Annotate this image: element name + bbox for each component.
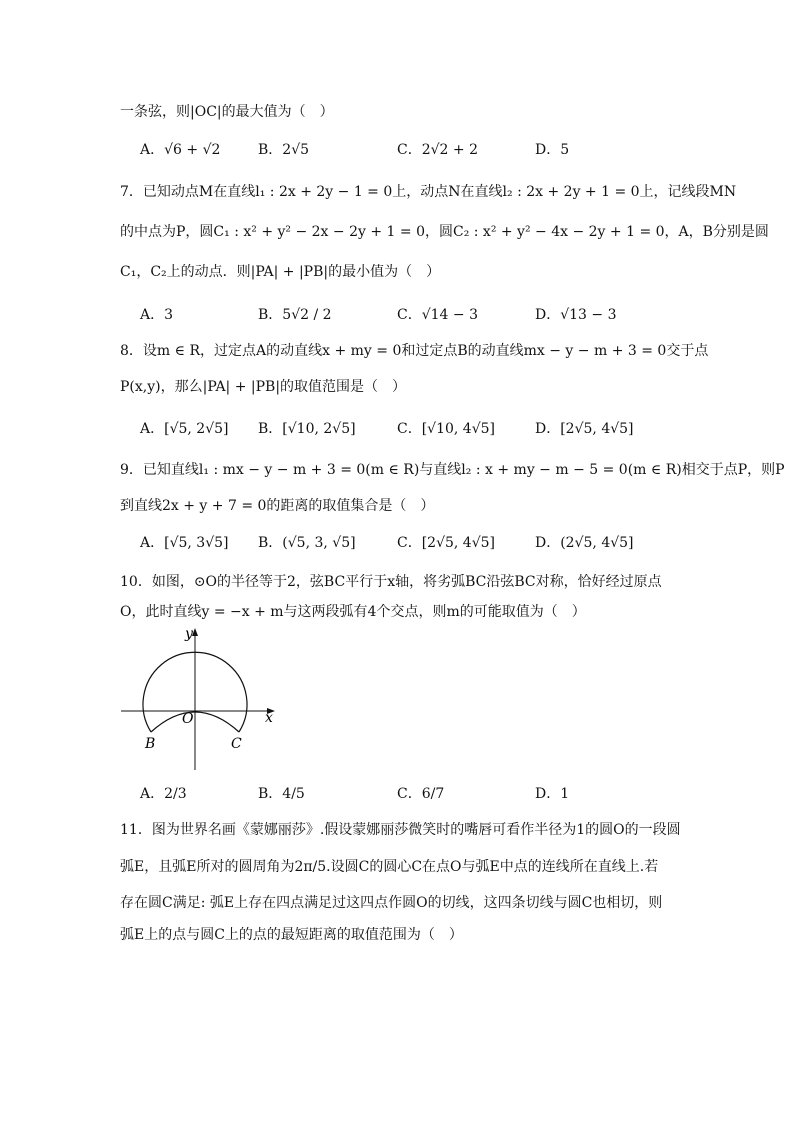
q6-option-d: D．5: [535, 142, 570, 158]
q6-options: [140, 140, 700, 164]
q10-option-a: A．2/3: [140, 786, 187, 802]
q8-option-b: B．[√10, 2√5]: [258, 421, 356, 437]
q7-line-3: C₁，C₂上的动点．则|PA| + |PB|的最小值为（ ）: [120, 264, 441, 280]
q8-option-d: D．[2√5, 4√5]: [535, 421, 634, 437]
q11-line-2: 弧E，且弧E所对的圆周角为2π/5.设圆C的圆心C在点O与弧E中点的连线所在直线上.若: [120, 859, 659, 875]
q7-option-d: D．√13 − 3: [535, 307, 617, 323]
q9-line-1: 9．已知直线l₁ : mx − y − m + 3 = 0(m ∈ R)与直线l₂ : x + my − m − 5 = 0(m ∈ R)相交于点P，则P: [120, 462, 785, 478]
q6-tail: 一条弦，则|OC|的最大值为（ ）: [120, 104, 334, 120]
q9-options: [140, 533, 700, 557]
q7-line-1: 7．已知动点M在直线l₁ : 2x + 2y − 1 = 0上，动点N在直线l₂ : 2x + 2y + 1 = 0上，记线段MN: [120, 184, 737, 200]
label-b: B: [145, 736, 156, 752]
label-c: C: [231, 736, 242, 752]
q8-options: [140, 419, 700, 443]
q9-option-a: A．[√5, 3√5]: [140, 535, 229, 551]
q10-option-b: B．4/5: [258, 786, 305, 802]
q9-option-c: C．[2√5, 4√5]: [397, 535, 496, 551]
q6-option-a: A．√6 + √2: [140, 142, 221, 158]
q10-options: [140, 784, 700, 808]
q6-option-b: B．2√5: [258, 142, 310, 158]
q7-option-c: C．√14 − 3: [397, 307, 478, 323]
q11-line-4: 弧E上的点与圆C上的点的最短距离的取值范围为（ ）: [120, 927, 463, 943]
q8-line-1: 8．设m ∈ R，过定点A的动直线x + my = 0和过定点B的动直线mx − y − m + 3 = 0交于点: [120, 343, 709, 359]
label-o: O: [182, 711, 194, 727]
q8-option-c: C．[√10, 4√5]: [397, 421, 496, 437]
q9-option-d: D．(2√5, 4√5]: [535, 535, 634, 551]
q9-line-2: 到直线2x + y + 7 = 0的距离的取值集合是（ ）: [120, 498, 435, 514]
q7-option-a: A．3: [140, 307, 174, 323]
q9-option-b: B．(√5, 3, √5]: [258, 535, 356, 551]
q10-line-1: 10．如图，⊙O的半径等于2，弦BC平行于x轴，将劣弧BC沿弦BC对称，恰好经过原点: [120, 574, 662, 590]
q10-figure: [115, 622, 285, 774]
label-x: x: [265, 710, 273, 726]
q7-options: [140, 305, 700, 329]
label-y: y: [185, 626, 193, 642]
q11-line-1: 11．图为世界名画《蒙娜丽莎》.假设蒙娜丽莎微笑时的嘴唇可看作半径为1的圆O的一段圆: [120, 822, 681, 838]
q8-line-2: P(x,y)，那么|PA| + |PB|的取值范围是（ ）: [120, 379, 407, 395]
q7-option-b: B．5√2 / 2: [258, 307, 332, 323]
q11-line-3: 存在圆C满足: 弧E上存在四点满足过这四点作圆O的切线，这四条切线与圆C也相切，则: [120, 895, 663, 911]
q7-line-2: 的中点为P，圆C₁ : x² + y² − 2x − 2y + 1 = 0，圆C₂ : x² + y² − 4x − 2y + 1 = 0，A，B分别是圆: [120, 224, 769, 240]
q8-option-a: A．[√5, 2√5]: [140, 421, 229, 437]
q10-line-2: O，此时直线y = −x + m与这两段弧有4个交点，则m的可能取值为（ ）: [120, 604, 586, 620]
q10-option-c: C．6/7: [397, 786, 445, 802]
q10-option-d: D．1: [535, 786, 570, 802]
q6-option-c: C．2√2 + 2: [397, 142, 478, 158]
